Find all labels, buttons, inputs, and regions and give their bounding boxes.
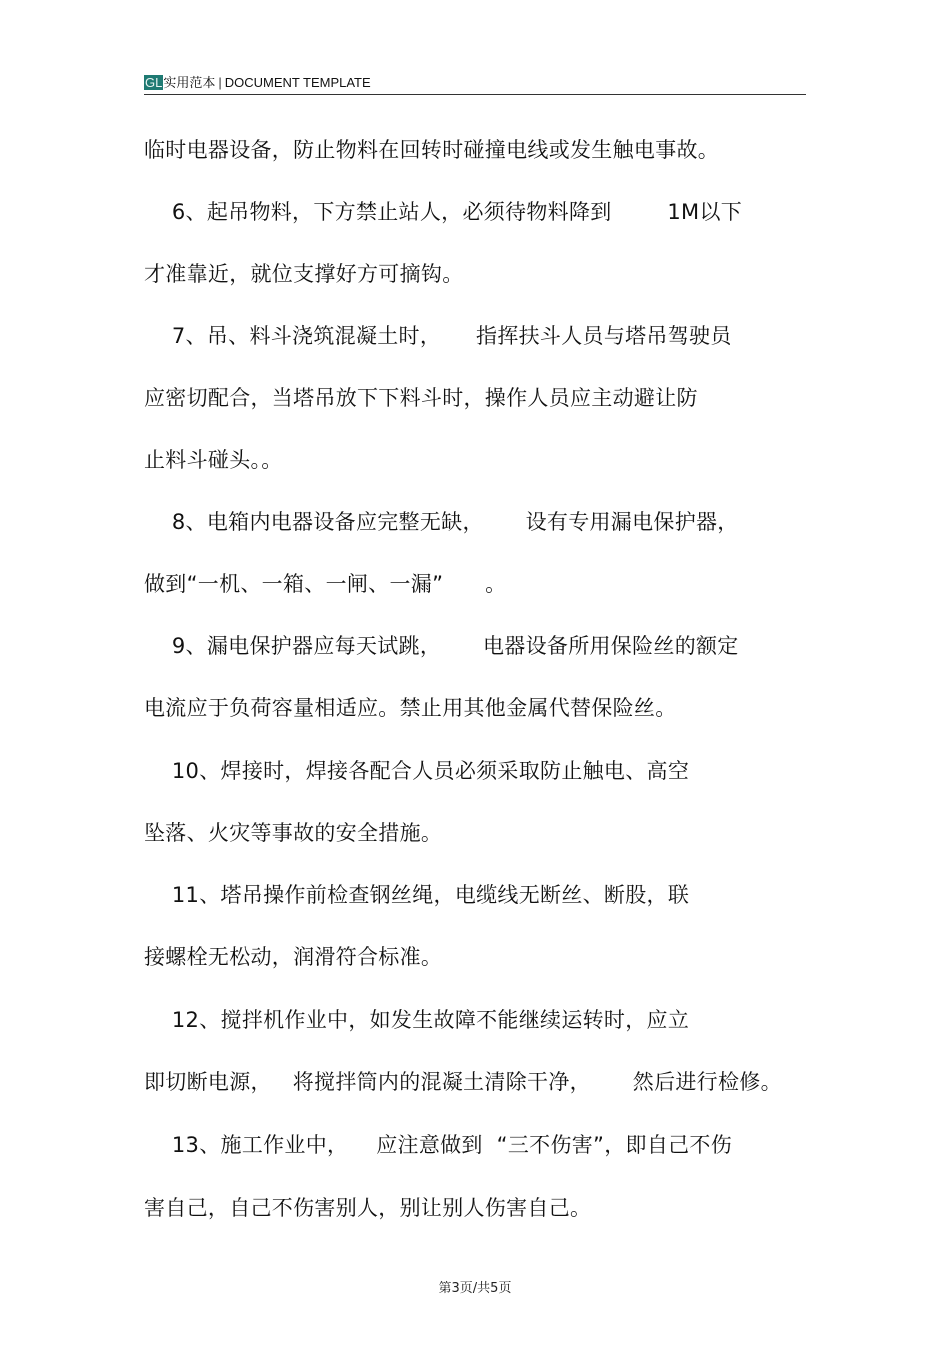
text-line: 害自己，自己不伤害别人，别让别人伤害自己。 bbox=[144, 1196, 592, 1220]
text-line: 7、吊、料斗浇筑混凝土时， 指挥扶斗人员与塔吊驾驶员 bbox=[144, 324, 732, 348]
text-line: 9、漏电保护器应每天试跳， 电器设备所用保险丝的额定 bbox=[144, 634, 739, 658]
text-line: 坠落、火灾等事故的安全措施。 bbox=[144, 821, 443, 845]
page-number: 第3页/共5页 bbox=[438, 1281, 512, 1296]
text-line: 12、搅拌机作业中，如发生故障不能继续运转时，应立 bbox=[144, 1008, 690, 1032]
text-line: 11、塔吊操作前检查钢丝绳，电缆线无断丝、断股，联 bbox=[144, 883, 690, 907]
template-label: DOCUMENT TEMPLATE bbox=[224, 75, 371, 90]
brand-name: 实用范本 bbox=[163, 75, 216, 90]
header-logo bbox=[144, 72, 371, 91]
text-line: 做到“一机、一箱、一闸、一漏” 。 bbox=[144, 572, 507, 596]
text-line: 电流应于负荷容量相适应。禁止用其他金属代替保险丝。 bbox=[144, 696, 677, 720]
logo-mark: GL bbox=[145, 75, 163, 90]
text-line: 止料斗碰头。。 bbox=[144, 448, 283, 472]
header-divider: | bbox=[218, 75, 222, 90]
text-line: 10、焊接时，焊接各配合人员必须采取防止触电、高空 bbox=[144, 759, 690, 783]
text-line: 才准靠近，就位支撑好方可摘钩。 bbox=[144, 262, 464, 286]
text-line: 13、施工作业中， 应注意做到 “三不伤害”，即自己不伤 bbox=[144, 1133, 733, 1157]
text-line: 8、电箱内电器设备应完整无缺， 设有专用漏电保护器， bbox=[144, 510, 739, 534]
text-line: 接螺栓无松动，润滑符合标准。 bbox=[144, 945, 443, 969]
page-header bbox=[144, 70, 806, 95]
text-line: 临时电器设备，防止物料在回转时碰撞电线或发生触电事故。 bbox=[144, 138, 720, 162]
text-line: 即切断电源， 将搅拌筒内的混凝土清除干净， 然后进行检修。 bbox=[144, 1070, 782, 1094]
text-line: 6、起吊物料，下方禁止站人，必须待物料降到 1M以下 bbox=[144, 200, 743, 224]
text-line: 应密切配合，当塔吊放下下料斗时，操作人员应主动避让防 bbox=[144, 386, 698, 410]
